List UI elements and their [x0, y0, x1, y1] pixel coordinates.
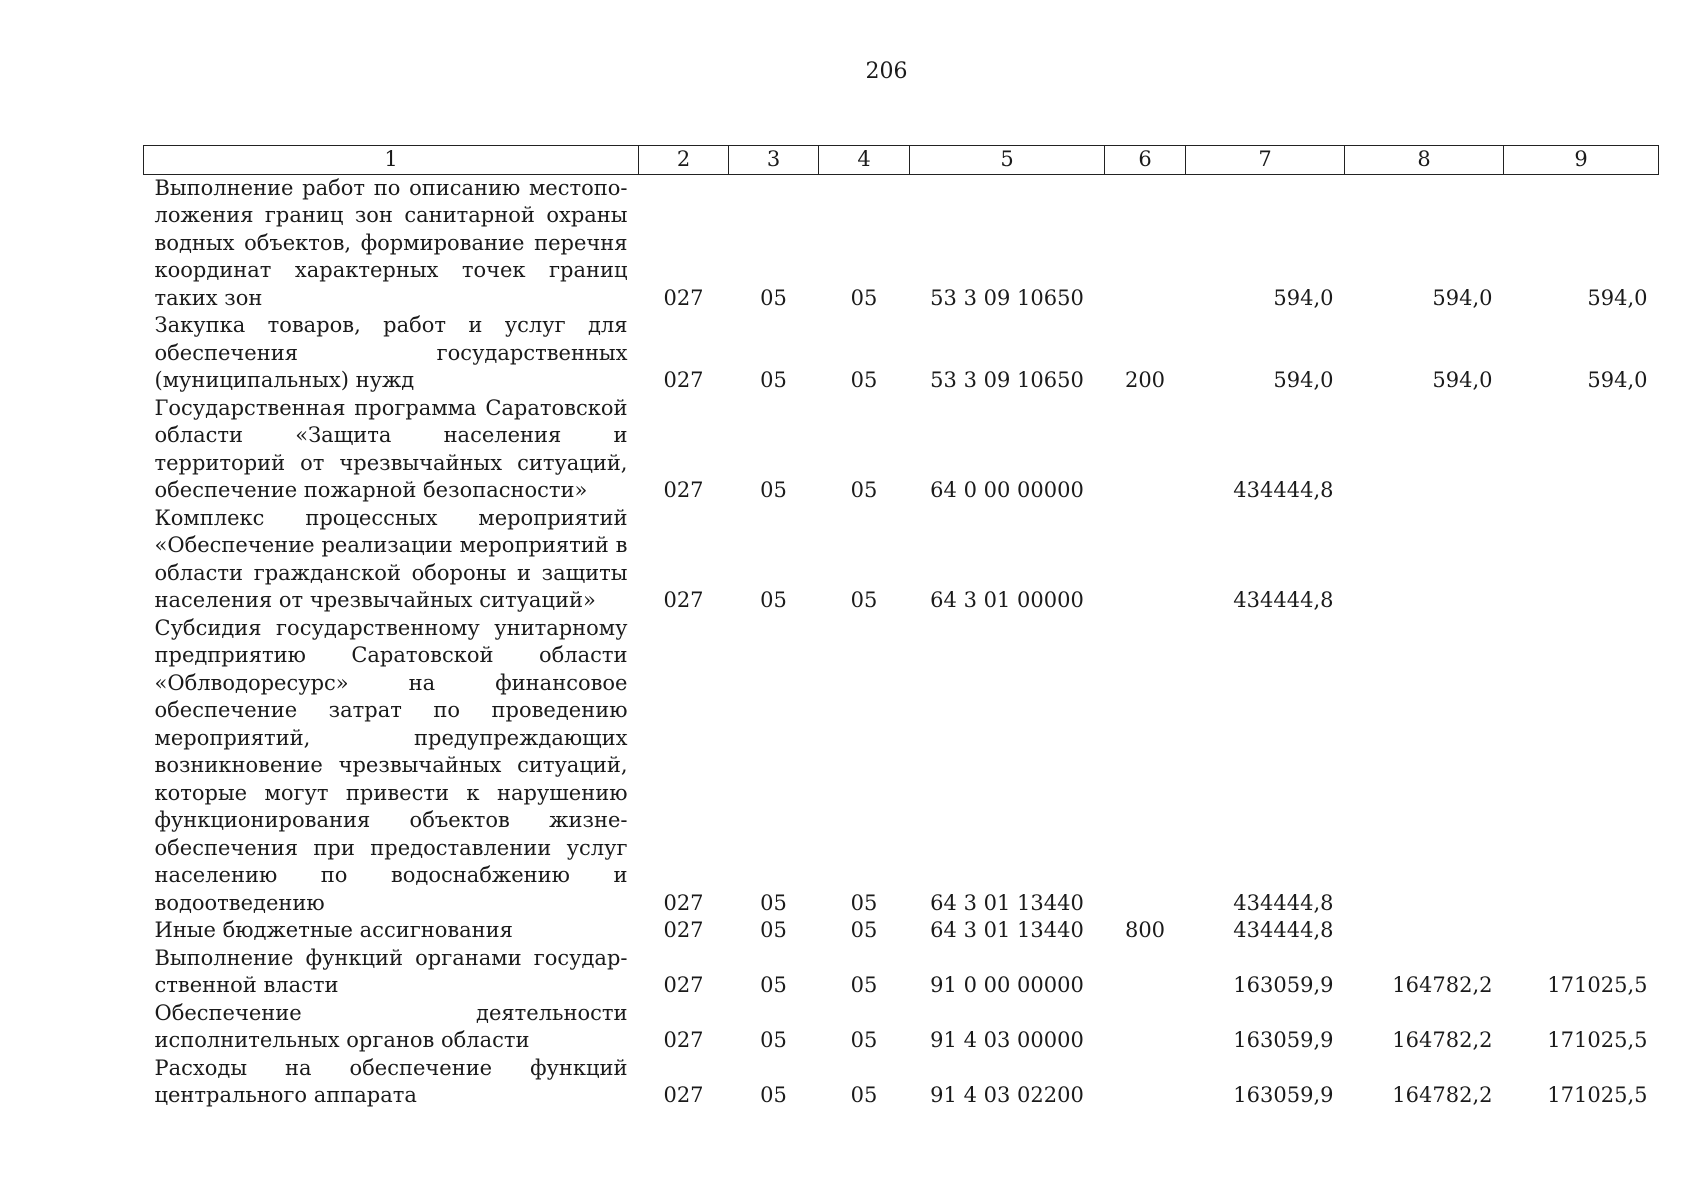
row-ministry-code: 027	[663, 890, 704, 915]
row-expense-type	[1105, 945, 1186, 1000]
table-row	[144, 917, 1659, 945]
row-section: 05	[760, 1083, 787, 1107]
row-subsection: 05	[850, 973, 878, 997]
table-row	[144, 1000, 1659, 1055]
row-expense-type: 800	[1124, 918, 1166, 942]
row-name: Обеспечение деятельности исполнительных органов области	[154, 1000, 628, 1052]
row-ministry-code: 027	[663, 1083, 704, 1107]
row-amount-9: 171025,5	[1547, 973, 1648, 997]
budget-table	[143, 145, 1659, 1110]
column-header-3: 3	[729, 146, 819, 175]
row-amount-8	[1345, 395, 1504, 505]
row-ministry-code: 027	[663, 285, 704, 310]
row-subsection: 05	[850, 588, 878, 612]
row-amount-8	[1345, 505, 1504, 615]
column-header-1: 1	[144, 146, 639, 175]
column-header-7: 7	[1186, 146, 1345, 175]
row-ministry-code: 027	[663, 368, 704, 392]
row-section: 05	[760, 890, 787, 915]
row-amount-7: 434444,8	[1233, 478, 1334, 502]
row-expense-type	[1105, 1055, 1186, 1110]
row-subsection: 05	[850, 1028, 878, 1052]
row-section: 05	[760, 918, 787, 942]
row-ministry-code: 027	[663, 588, 704, 612]
row-amount-7: 163059,9	[1233, 973, 1334, 997]
row-amount-8: 164782,2	[1392, 1083, 1493, 1107]
row-amount-7: 594,0	[1273, 368, 1334, 392]
row-target-code: 91 4 03 02200	[930, 1083, 1084, 1107]
row-amount-8: 594,0	[1432, 368, 1493, 392]
column-header-4: 4	[819, 146, 910, 175]
row-amount-7: 434444,8	[1233, 918, 1334, 942]
column-header-5: 5	[910, 146, 1105, 175]
row-name: Закупка товаров, работ и услуг для обеспечения государственных (муниципальных) нужд	[154, 313, 628, 392]
table-header-row	[144, 146, 1659, 175]
table-row	[144, 1055, 1659, 1110]
row-subsection: 05	[850, 918, 878, 942]
row-target-code: 53 3 09 10650	[930, 368, 1084, 392]
table-row	[144, 945, 1659, 1000]
row-section: 05	[760, 973, 787, 997]
row-section: 05	[760, 478, 787, 502]
row-amount-8: 164782,2	[1392, 973, 1493, 997]
row-amount-7: 594,0	[1273, 285, 1334, 310]
row-name: Иные бюджетные ассигнования	[154, 918, 513, 942]
row-expense-type	[1105, 174, 1186, 312]
column-header-8: 8	[1345, 146, 1504, 175]
row-amount-9: 594,0	[1587, 285, 1648, 310]
row-subsection: 05	[850, 285, 878, 310]
row-target-code: 64 0 00 00000	[930, 478, 1084, 502]
row-amount-7: 434444,8	[1233, 588, 1334, 612]
row-subsection: 05	[850, 478, 878, 502]
row-subsection: 05	[850, 1083, 878, 1107]
row-ministry-code: 027	[663, 973, 704, 997]
row-name: Комплекс процессных мероприятий «Обеспечение реализации мероприятий в области гражданской обороны и защиты населения от чрезвычайных ситуаций»	[154, 505, 628, 612]
row-target-code: 91 4 03 00000	[930, 1028, 1084, 1052]
row-name: Расходы на обеспечение функций центрального аппарата	[154, 1055, 628, 1107]
row-ministry-code: 027	[663, 1028, 704, 1052]
row-amount-9: 171025,5	[1547, 1028, 1648, 1052]
column-header-9: 9	[1504, 146, 1659, 175]
table-row	[144, 615, 1659, 918]
row-amount-7: 434444,8	[1233, 890, 1334, 915]
row-amount-9: 594,0	[1587, 368, 1648, 392]
row-amount-9: 171025,5	[1547, 1083, 1648, 1107]
row-name: Субсидия государственному унитарному предприятию Саратовской области «Облводоресурс» на финансовое обеспечение затрат по проведению мероприятий, предупреждающих возникновение чрезвычайных ситуаций, которые могут привести к нарушению функционирования объектов жизнеобеспечения при предоставлении услуг населению по водоснабжению и водоотведению	[154, 615, 628, 915]
row-amount-9	[1504, 395, 1659, 505]
row-ministry-code: 027	[663, 918, 704, 942]
row-amount-7: 163059,9	[1233, 1028, 1334, 1052]
row-amount-9	[1504, 917, 1659, 945]
column-header-2: 2	[639, 146, 729, 175]
row-name: Государственная программа Саратовской области «Защита населения и территорий от чрезвычайных ситуаций, обеспечение пожарной безопасности»	[154, 395, 628, 502]
row-expense-type	[1105, 615, 1186, 918]
row-expense-type	[1105, 395, 1186, 505]
row-expense-type	[1105, 1000, 1186, 1055]
row-target-code: 53 3 09 10650	[930, 285, 1084, 310]
row-amount-8	[1345, 917, 1504, 945]
row-amount-9	[1504, 615, 1659, 918]
row-subsection: 05	[850, 890, 878, 915]
row-target-code: 64 3 01 00000	[930, 588, 1084, 612]
row-target-code: 64 3 01 13440	[930, 918, 1084, 942]
row-name: Выполнение функций органами государственной власти	[154, 945, 628, 997]
table-row	[144, 174, 1659, 312]
table-row	[144, 312, 1659, 395]
row-target-code: 64 3 01 13440	[930, 890, 1084, 915]
row-amount-8	[1345, 615, 1504, 918]
row-amount-9	[1504, 505, 1659, 615]
row-section: 05	[760, 588, 787, 612]
row-name: Выполнение работ по описанию местоположения границ зон санитарной охраны водных объектов, формирование перечня координат характерных точек границ таких зон	[154, 175, 628, 310]
row-expense-type: 200	[1124, 368, 1166, 392]
row-amount-8: 164782,2	[1392, 1028, 1493, 1052]
row-target-code: 91 0 00 00000	[930, 973, 1084, 997]
table-row	[144, 505, 1659, 615]
row-subsection: 05	[850, 368, 878, 392]
row-amount-8: 594,0	[1432, 285, 1493, 310]
row-amount-7: 163059,9	[1233, 1083, 1334, 1107]
row-section: 05	[760, 285, 787, 310]
row-section: 05	[760, 1028, 787, 1052]
page-number: 206	[865, 59, 908, 84]
table-row	[144, 395, 1659, 505]
row-expense-type	[1105, 505, 1186, 615]
column-header-6: 6	[1105, 146, 1186, 175]
row-ministry-code: 027	[663, 478, 704, 502]
row-section: 05	[760, 368, 787, 392]
